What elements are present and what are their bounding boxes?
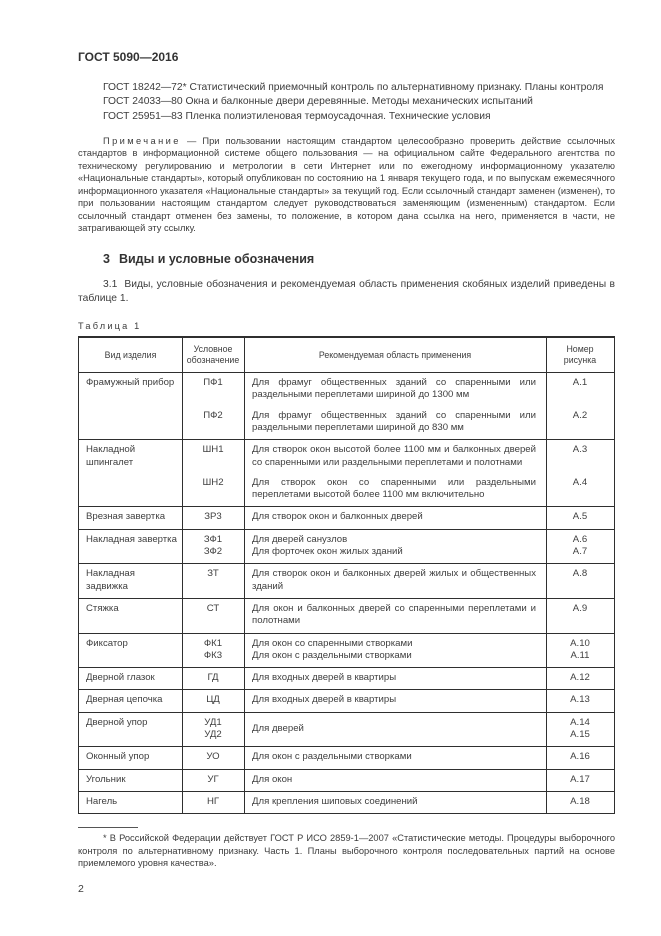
- table-1: [78, 336, 615, 814]
- table-code-cell: ФК3: [203, 649, 223, 661]
- table-figure-cell: А.5: [572, 511, 588, 523]
- table-row: [79, 530, 614, 565]
- table-area-cell: Для створок окон и балконных дверей жилых и общественных зданий: [252, 568, 536, 592]
- note-label: Примечание: [103, 135, 181, 146]
- table-figure-cell: А.11: [570, 649, 590, 661]
- table-row: [79, 690, 614, 712]
- table-area-cell: Для окон с раздельными створками: [252, 751, 412, 763]
- table-code-cell: ПФ2: [203, 409, 223, 421]
- table-figure-cell: А.13: [570, 694, 590, 706]
- table-area-cell: Для створок окон со спаренными или раздельными переплетами высотой более 1100 мм включительно: [252, 476, 536, 501]
- footnote-rule: [78, 827, 138, 828]
- table-figure-cell: А.10: [570, 637, 590, 649]
- table-item-cell: Врезная завертка: [86, 511, 166, 523]
- table-figure-cell: А.2: [572, 409, 588, 421]
- table-figure-cell: А.17: [570, 773, 590, 785]
- table-row: [79, 747, 614, 769]
- table-row: [79, 770, 614, 792]
- table-row: [79, 713, 614, 748]
- table-figure-cell: А.6: [572, 533, 588, 545]
- table-row: [79, 792, 614, 813]
- table-code-cell: ПФ1: [203, 377, 223, 389]
- table-row: [79, 668, 614, 690]
- table-area-cell: Для входных дверей в квартиры: [252, 694, 397, 706]
- table-item-cell: Стяжка: [86, 602, 119, 614]
- table-item-cell: Оконный упор: [86, 751, 150, 763]
- table-area-cell: Для створок окон и балконных дверей: [252, 511, 423, 523]
- table-area-cell: Для фрамуг общественных зданий со спаренными или раздельными переплетами шириной до 830 мм: [252, 409, 536, 433]
- table-code-cell: УГ: [207, 773, 219, 785]
- table-area-cell: Для окон со спаренными створками: [252, 637, 413, 649]
- paragraph-number: 3.1: [103, 278, 118, 290]
- table-row: [79, 440, 614, 507]
- note-separator: —: [180, 135, 203, 146]
- note-text: При пользовании настоящим стандартом целесообразно проверить действие ссылочных стандартов в информационной системе общего пользования — на официальном сайте Федерального агентства по техническому регулированию и метрологии в сети Интернет или по ежегодному информационному указателю «Национальные стандарты», который опубликован по состоянию на 1 января текущего года, и по выпускам ежемесячного информационного указателя «Национальные стандарты» за текущий год. Если ссылочный стандарт заменен (изменен), то при пользовании настоящим стандартом следует руководствоваться заменяющим (измененным) стандартом. Если ссылочный стандарт отменен без замены, то положение, в котором дана ссылка на него, применяется в части, не затрагивающей эту ссылку.: [78, 135, 615, 234]
- column-header-figure: Номер рисунка: [563, 344, 597, 366]
- table-row: [79, 373, 614, 440]
- section-heading: [103, 252, 615, 266]
- table-area-cell: Для входных дверей в квартиры: [252, 672, 397, 684]
- table-item-cell: Дверная цепочка: [86, 694, 163, 706]
- table-item-cell: Фиксатор: [86, 637, 128, 649]
- table-row: [79, 599, 614, 634]
- table-code-cell: ЗР3: [204, 511, 222, 523]
- table-item-cell: Накладная задвижка: [86, 568, 135, 592]
- page-number: 2: [78, 882, 84, 895]
- table-code-cell: ГД: [207, 672, 219, 684]
- table-area-cell: Для крепления шиповых соединений: [252, 795, 418, 807]
- column-header-item: Вид изделия: [104, 349, 157, 360]
- table-area-cell: Для дверей санузлов: [252, 533, 348, 545]
- table-figure-cell: А.15: [570, 729, 590, 741]
- table-column-divider: [182, 338, 183, 813]
- table-code-cell: СТ: [206, 602, 220, 614]
- table-area-cell: Для дверей: [252, 722, 304, 734]
- table-row: [79, 564, 614, 599]
- table-item-cell: Дверной глазок: [86, 672, 155, 684]
- table-header-row: [79, 338, 614, 373]
- table-figure-cell: А.12: [570, 672, 590, 684]
- table-code-cell: УО: [206, 751, 220, 763]
- table-figure-cell: А.9: [572, 602, 588, 614]
- table-item-cell: Накладная завертка: [86, 533, 177, 545]
- table-figure-cell: А.14: [570, 716, 590, 728]
- table-body: [79, 373, 614, 813]
- section-number: 3: [103, 251, 110, 266]
- column-header-area: Рекомендуемая область применения: [318, 349, 472, 360]
- table-column-divider: [244, 338, 245, 813]
- reference-item-3: ГОСТ 25951—83 Пленка полиэтиленовая термоусадочная. Технические условия: [103, 110, 491, 122]
- reference-item-2: ГОСТ 24033—80 Окна и балконные двери деревянные. Методы механических испытаний: [103, 96, 533, 108]
- table-code-cell: УД1: [204, 716, 222, 728]
- doc-code: ГОСТ 5090—2016: [78, 50, 179, 64]
- section-title: Виды и условные обозначения: [118, 251, 315, 266]
- table-area-cell: Для фрамуг общественных зданий со спаренными или раздельными переплетами шириной до 1300 мм: [252, 377, 536, 401]
- table-row: [79, 507, 614, 529]
- table-figure-cell: А.16: [570, 751, 590, 763]
- table-figure-cell: А.8: [572, 568, 588, 580]
- table-area-cell: Для окон: [252, 773, 293, 785]
- note-paragraph: [78, 135, 615, 235]
- table-item-cell: Дверной упор: [86, 716, 148, 728]
- table-code-cell: ЦД: [206, 694, 220, 706]
- table-area-cell: Для форточек окон жилых зданий: [252, 546, 403, 558]
- table-figure-cell: А.7: [572, 546, 588, 558]
- column-header-code: Условное обозначение: [186, 344, 240, 366]
- table-code-cell: ЗФ2: [203, 546, 223, 558]
- table-area-cell: Для окон и балконных дверей со спаренными переплетами и полотнами: [252, 602, 536, 627]
- table-item-cell: Нагель: [86, 795, 118, 807]
- table-item-cell: Накладной шпингалет: [86, 444, 136, 468]
- paragraph-text: Виды, условные обозначения и рекомендуемая область применения скобяных изделий приведены в таблице 1.: [78, 278, 615, 305]
- table-item-cell: Угольник: [86, 773, 126, 785]
- reference-item-1: ГОСТ 18242—72* Статистический приемочный контроль по альтернативному признаку. Планы контроля: [103, 82, 604, 93]
- table-code-cell: ЗФ1: [203, 533, 223, 545]
- table-figure-cell: А.3: [572, 444, 588, 456]
- table-code-cell: ФК1: [203, 637, 223, 649]
- table-code-cell: ЗТ: [207, 568, 219, 580]
- table-figure-cell: А.18: [570, 795, 590, 807]
- table-column-divider: [546, 338, 547, 813]
- table-code-cell: ШН1: [202, 444, 224, 456]
- section-paragraph: [78, 278, 615, 307]
- table-code-cell: НГ: [206, 795, 220, 807]
- table-caption: Таблица 1: [78, 321, 142, 332]
- footnote: * В Российской Федерации действует ГОСТ Р ИСО 2859-1—2007 «Статистические методы. Процедуры выборочного контроля по альтернативному признаку. Часть 1. Планы выборочного контроля последовательных партий на основе приемлемого уровня качества».: [78, 833, 615, 869]
- table-figure-cell: А.1: [572, 377, 588, 389]
- table-item-cell: Фрамужный прибор: [86, 377, 175, 389]
- table-row: [79, 634, 614, 669]
- table-code-cell: ШН2: [202, 476, 224, 488]
- table-figure-cell: А.4: [572, 476, 588, 488]
- table-area-cell: Для окон с раздельными створками: [252, 649, 412, 661]
- table-area-cell: Для створок окон высотой более 1100 мм и балконных дверей со спаренными или раздельными переплетами и полотнами: [252, 444, 536, 468]
- table-code-cell: УД2: [204, 729, 222, 741]
